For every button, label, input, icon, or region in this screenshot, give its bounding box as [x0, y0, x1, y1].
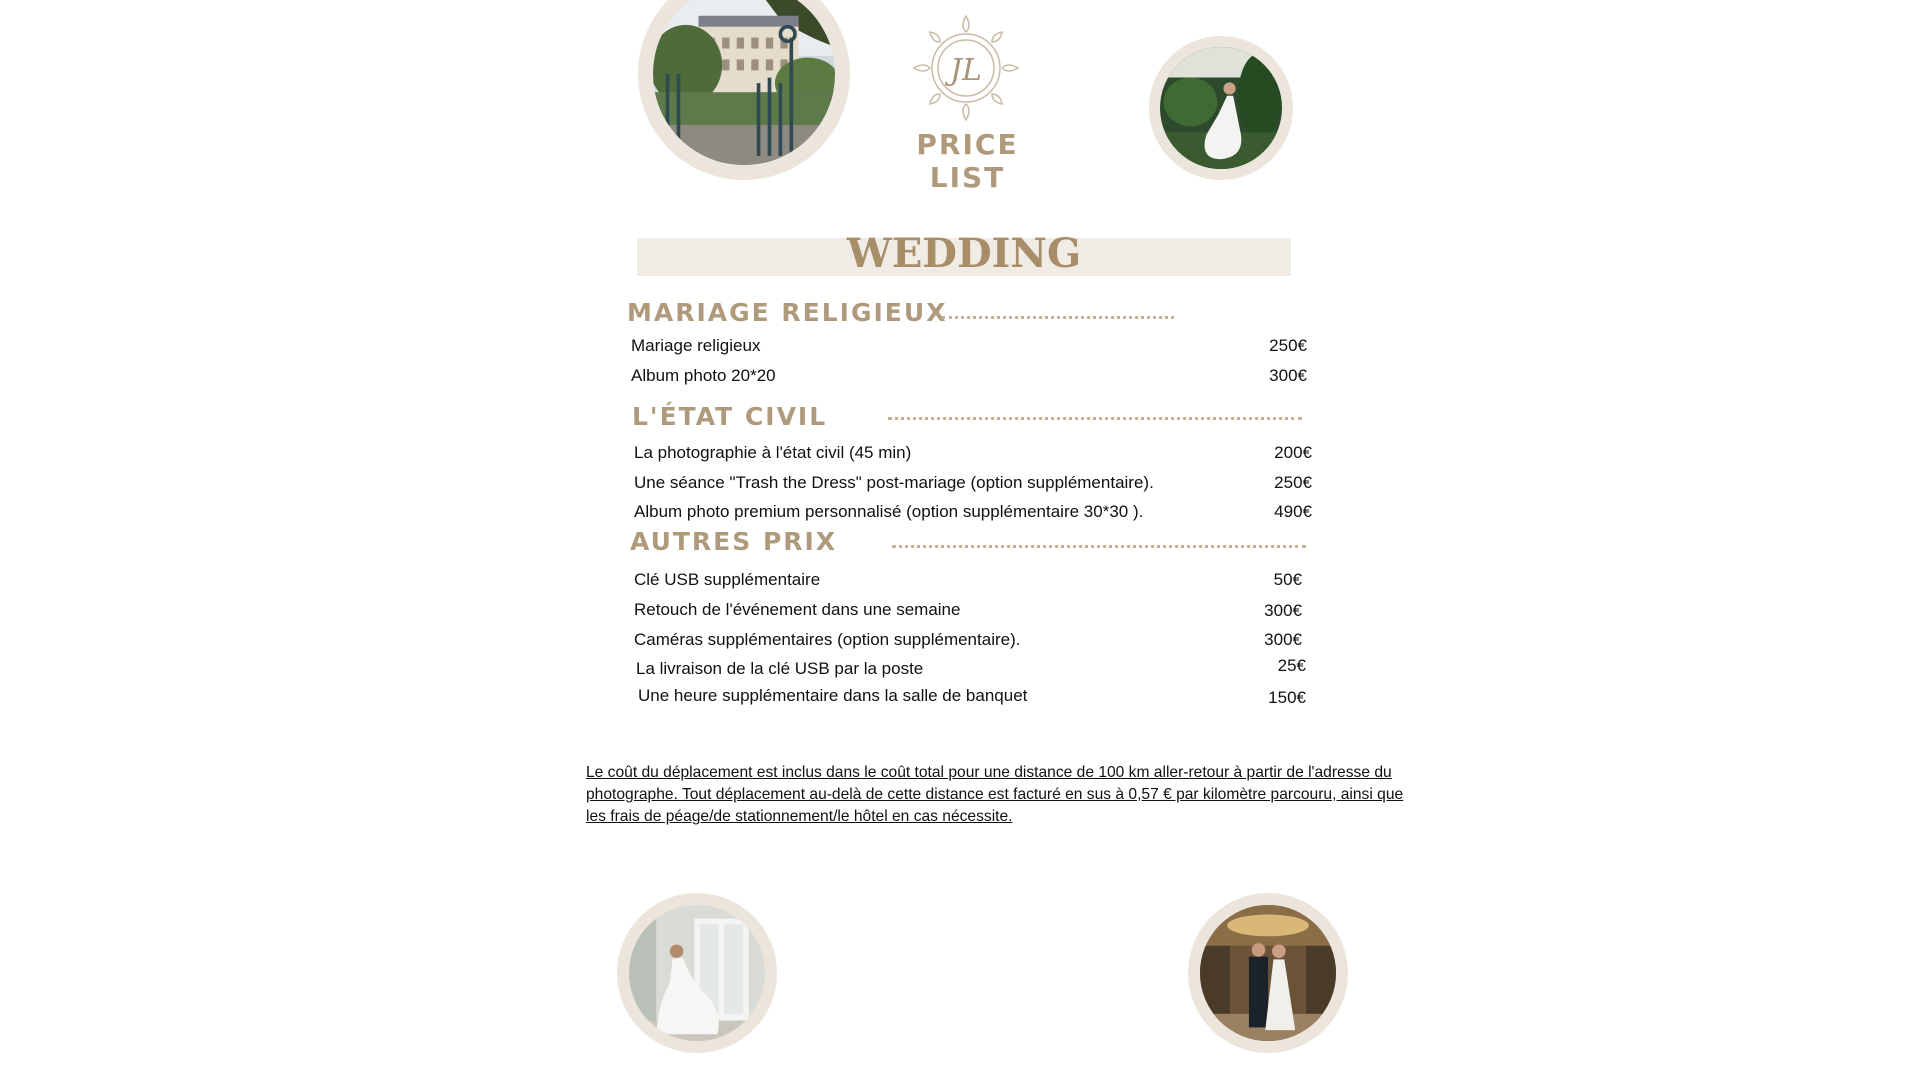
section-heading-autres-prix: AUTRES PRIX — [630, 527, 838, 556]
item-label: Album photo 20*20 — [631, 366, 776, 385]
item-label: La livraison de la clé USB par la poste — [636, 659, 924, 678]
photo-chateau-garden — [638, 0, 850, 180]
item-price: 250€ — [1269, 336, 1307, 355]
item-label: Mariage religieux — [631, 336, 761, 355]
item-price: 25€ — [1277, 656, 1306, 675]
item-price: 300€ — [1264, 630, 1302, 649]
wedding-title: WEDDING — [846, 230, 1082, 277]
item-price: 200€ — [1274, 443, 1312, 462]
section-heading-mariage-religieux: MARIAGE RELIGIEUX — [627, 298, 948, 327]
heading-dotted-line — [888, 417, 1302, 420]
item-label: Une heure supplémentaire dans la salle de banquet — [638, 686, 1028, 705]
item-label: Une séance "Trash the Dress" post-mariage (option supplémentaire). — [634, 473, 1154, 492]
heading-dotted-line — [892, 545, 1306, 548]
item-price: 50€ — [1273, 570, 1302, 589]
monogram-letters: JL — [950, 53, 982, 88]
section-heading-etat-civil: L'ÉTAT CIVIL — [632, 402, 828, 431]
item-price: 490€ — [1274, 502, 1312, 521]
travel-cost-note: Le coût du déplacement est inclus dans le coût total pour une distance de 100 km aller-retour à partir de l'adresse du photographe. Tout déplacement au-delà de cette distance est facturé en sus à 0,57 € par kilomètre parcouru, ainsi que les frais de péage/de stationnement/le hôtel en cas nécessite. — [586, 764, 1404, 825]
item-price: 250€ — [1274, 473, 1312, 492]
item-label: Retouch de l'événement dans une semaine — [634, 600, 961, 619]
photo-bride-garden — [1149, 36, 1293, 180]
photo-couple-banquet — [1188, 893, 1348, 1053]
page-title: PRICE LIST — [916, 128, 1019, 194]
heading-dotted-line — [942, 316, 1174, 319]
item-price: 300€ — [1269, 366, 1307, 385]
item-label: Clé USB supplémentaire — [634, 570, 821, 589]
item-label: Caméras supplémentaires (option supplémentaire). — [634, 630, 1021, 649]
photo-bride-window — [617, 893, 777, 1053]
item-label: Album photo premium personnalisé (option supplémentaire 30*30 ). — [634, 502, 1144, 521]
monogram-logo — [910, 12, 1022, 124]
item-label: La photographie à l'état civil (45 min) — [634, 443, 912, 462]
item-price: 150€ — [1268, 688, 1306, 707]
item-price: 300€ — [1264, 601, 1302, 620]
